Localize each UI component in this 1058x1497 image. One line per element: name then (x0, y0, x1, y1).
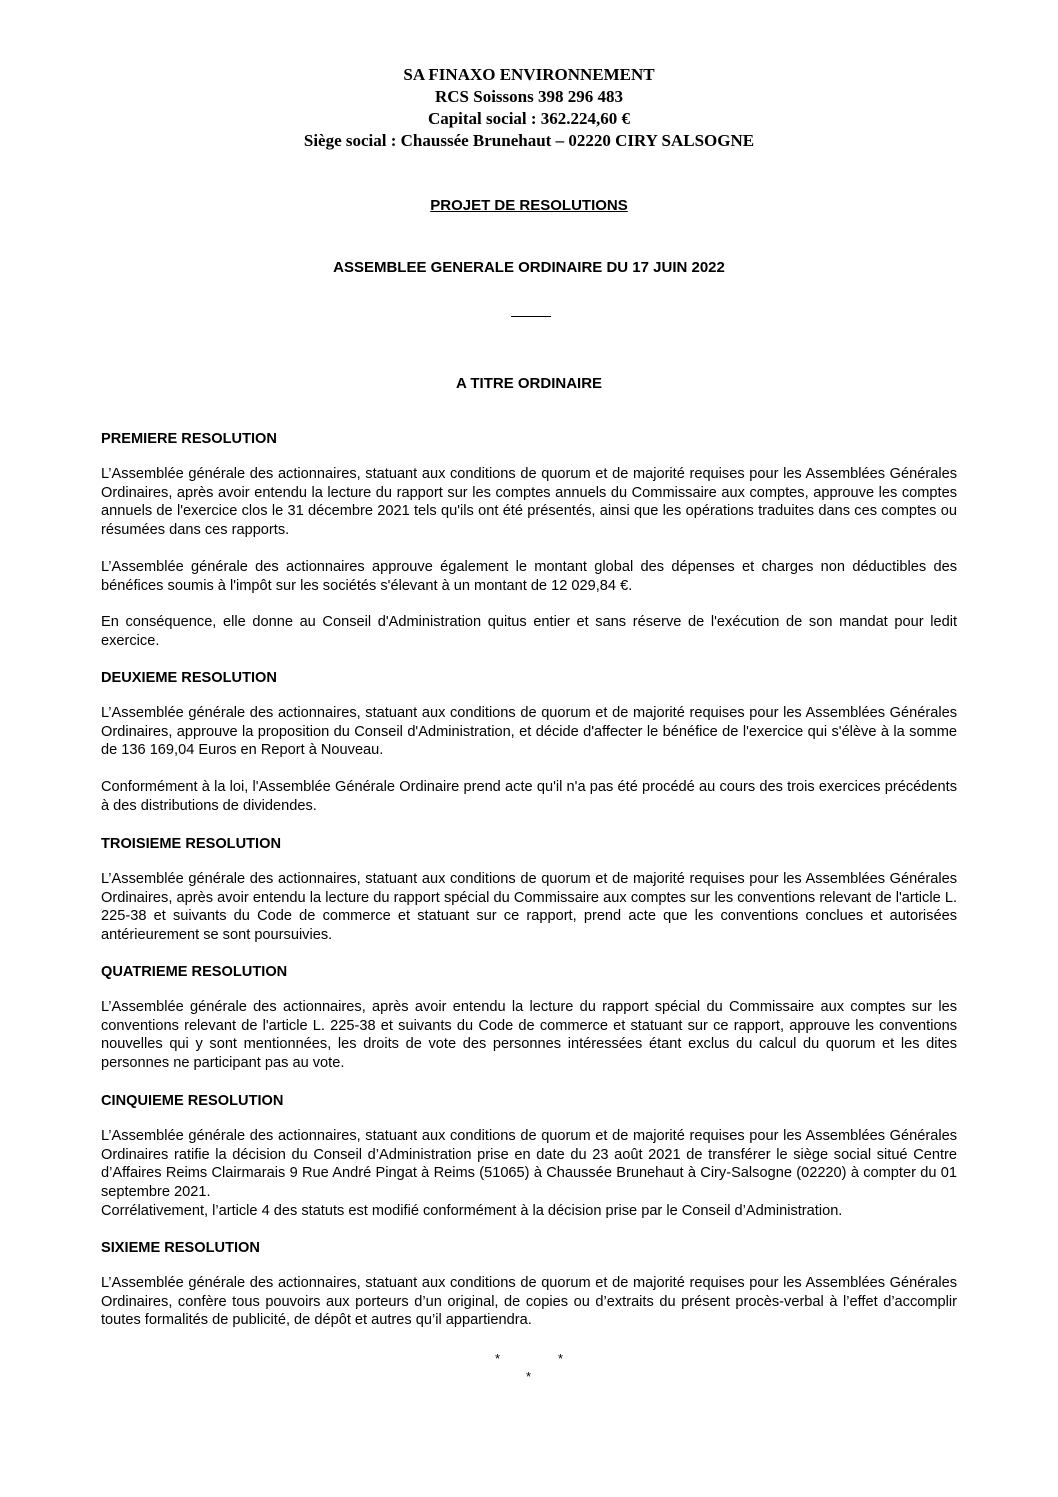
company-capital: Capital social : 362.224,60 € (427, 109, 631, 128)
resolution-3 (101, 834, 957, 945)
resolution-2 (101, 668, 957, 816)
resolution-paragraph: En conséquence, elle donne au Conseil d'Administration quitus entier et sans réserve de l'exécution de son mandat pour ledit exercice. (101, 614, 957, 649)
resolution-paragraph: Corrélativement, l’article 4 des statuts est modifié conformément à la décision prise par le Conseil d’Administration. (101, 1202, 843, 1219)
resolution-paragraph: L’Assemblée générale des actionnaires, statuant aux conditions de quorum et de majorité requises pour les Assemblées Générales Ordinaires, approuve la proposition du Conseil d'Administration, et décide d'affecter le bénéfice de l'exercice qui s'élève à la somme de 136 169,04 Euros en Report à Nouveau. (101, 705, 957, 759)
document-title: PROJET DE RESOLUTIONS (430, 197, 628, 214)
company-header (0, 64, 1058, 152)
resolution-4 (101, 962, 957, 1073)
resolution-heading: PREMIERE RESOLUTION (101, 431, 277, 447)
resolution-heading: QUATRIEME RESOLUTION (101, 964, 288, 980)
company-siege: Siège social : Chaussée Brunehaut – 02220 CIRY SALSOGNE (303, 131, 755, 150)
resolution-6 (101, 1238, 957, 1330)
resolution-paragraph: L’Assemblée générale des actionnaires, statuant aux conditions de quorum et de majorité requises pour les Assemblées Générales Ordinaires, après avoir entendu la lecture du rapport sur les comptes annuels du Commissaire aux comptes, approuve les comptes annuels de l'exercice clos le 31 décembre 2021 tels qu'ils ont été présentés, ainsi que les opérations traduites dans ces comptes ou résumées dans ces rapports. (101, 466, 957, 539)
section-title: A TITRE ORDINAIRE (455, 375, 603, 392)
resolution-heading: DEUXIEME RESOLUTION (101, 670, 277, 686)
resolution-heading: CINQUIEME RESOLUTION (101, 1093, 284, 1109)
document-subtitle: ASSEMBLEE GENERALE ORDINAIRE DU 17 JUIN 2022 (333, 259, 725, 276)
resolution-paragraph: L’Assemblée générale des actionnaires, après avoir entendu la lecture du rapport spécial du Commissaire aux comptes sur les conventions relevant de l'article L. 225-38 et suivants du Code de commerce et statuant sur ce rapport, approuve les conventions nouvelles qui y sont mentionnées, les droits de vote des personnes intéressées étant exclus du calcul du quorum et les dites personnes ne participant pas au vote. (101, 999, 957, 1072)
resolution-paragraph: Conformément à la loi, l'Assemblée Générale Ordinaire prend acte qu'il n'a pas été procédé au cours des trois exercices précédents à des distributions de dividendes. (101, 779, 957, 814)
resolution-heading: SIXIEME RESOLUTION (101, 1240, 260, 1256)
footer-asterisk: * (558, 1351, 564, 1366)
resolution-5 (101, 1091, 957, 1221)
resolution-heading: TROISIEME RESOLUTION (101, 836, 281, 852)
company-rcs: RCS Soissons 398 296 483 (435, 87, 623, 106)
footer-asterisk: * (495, 1351, 501, 1366)
footer-asterisk: * (526, 1369, 532, 1384)
resolution-paragraph: L’Assemblée générale des actionnaires, statuant aux conditions de quorum et de majorité requises pour les Assemblées Générales Ordinaires, confère tous pouvoirs aux porteurs d’un original, de copies ou d’extraits du présent procès-verbal à l’effet d’accomplir toutes formalités de publicité, de dépôt et autres qu’il appartiendra. (101, 1275, 957, 1329)
resolution-paragraph: L’Assemblée générale des actionnaires approuve également le montant global des dépenses et charges non déductibles des bénéfices soumis à l'impôt sur les sociétés s'élevant à un montant de 12 029,84 €. (101, 558, 957, 594)
resolution-paragraph: L’Assemblée générale des actionnaires, statuant aux conditions de quorum et de majorité requises pour les Assemblées Générales Ordinaires, après avoir entendu la lecture du rapport spécial du Commissaire aux comptes sur les conventions relevant de l'article L. 225-38 et suivants du Code de commerce et statuant sur ce rapport, prend acte que les conventions conclues et autorisées antérieurement se sont poursuivies. (101, 871, 957, 944)
resolution-1 (101, 429, 957, 651)
company-name: SA FINAXO ENVIRONNEMENT (403, 65, 655, 84)
resolution-paragraph: L’Assemblée générale des actionnaires, statuant aux conditions de quorum et de majorité requises pour les Assemblées Générales Ordinaires ratifie la décision du Conseil d’Administration prise en date du 23 août 2021 de transférer le siège social situé Centre d’Affaires Reims Clairmarais 9 Rue André Pingat à Reims (51065) à Chaussée Brunehaut à Ciry-Salsogne (02220) à compter du 01 septembre 2021. (101, 1128, 957, 1201)
separator-rule (511, 316, 551, 317)
